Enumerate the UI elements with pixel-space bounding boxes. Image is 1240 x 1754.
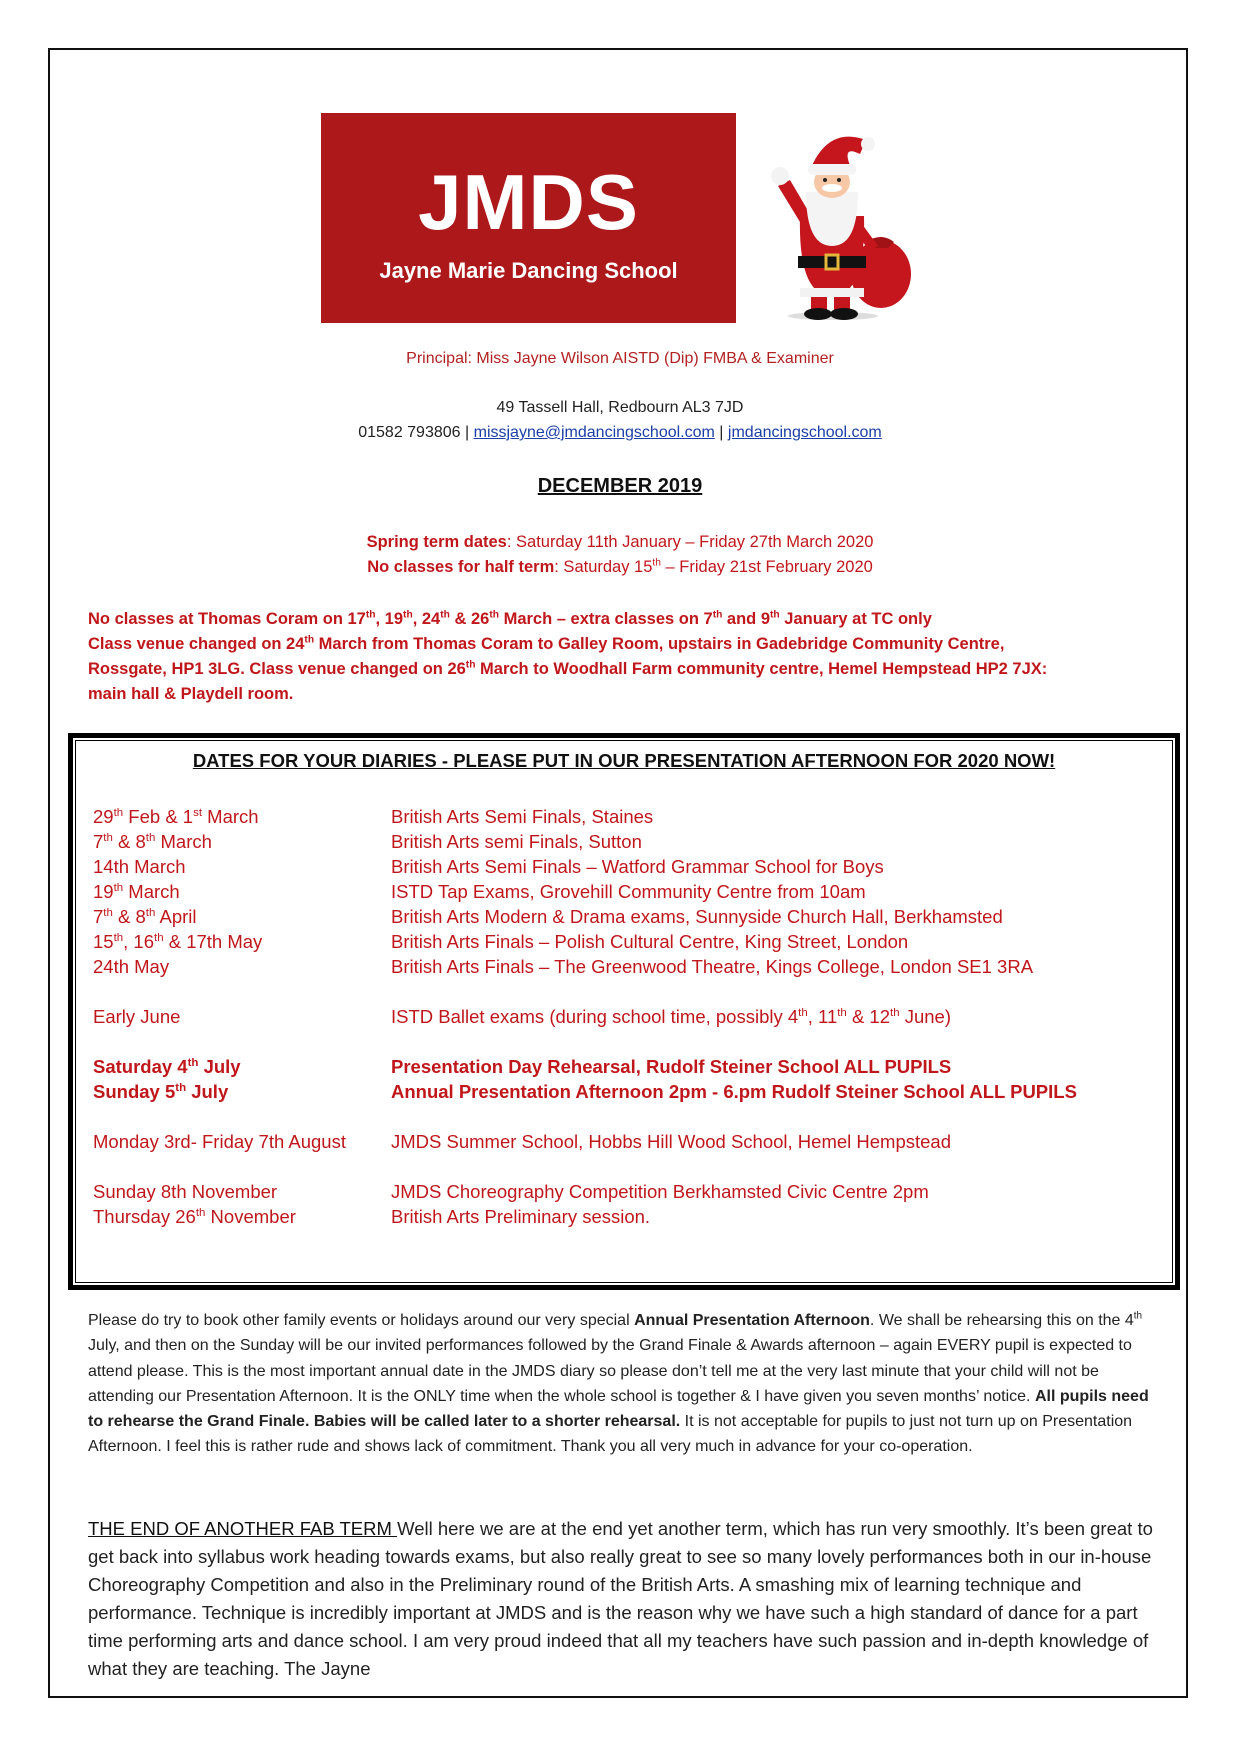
notice-line: No classes at Thomas Coram on 17th, 19th, 24th & 26th March – extra classes on 7th and 9th January at TC only — [88, 609, 932, 628]
diary-event: JMDS Choreography Competition Berkhamsted Civic Centre 2pm — [391, 1181, 929, 1202]
section-heading: THE END OF ANOTHER FAB TERM — [88, 1518, 398, 1539]
notice-line: Rossgate, HP1 3LG. Class venue changed on 26th March to Woodhall Farm community centre, Hemel Hempstead HP2 7JX: — [88, 659, 1048, 678]
halfterm-text-end: – Friday 21st February 2020 — [660, 558, 873, 576]
diary-date: Thursday 26th November — [93, 1206, 296, 1227]
halfterm-label: No classes for half term — [367, 558, 555, 576]
diary-date: 19th March — [93, 881, 180, 902]
spring-term-dates — [0, 533, 1240, 552]
spring-label: Spring term dates — [366, 533, 507, 551]
email-link[interactable]: missjayne@jmdancingschool.com — [473, 424, 715, 441]
jmds-logo — [321, 113, 736, 323]
diary-event: British Arts Finals – Polish Cultural Centre, King Street, London — [391, 931, 909, 952]
diary-date: 7th & 8th April — [93, 906, 197, 927]
diary-event: Presentation Day Rehearsal, Rudolf Steiner School ALL PUPILS — [391, 1056, 952, 1077]
diary-date: 14th March — [93, 856, 186, 877]
diary-date: Sunday 8th November — [93, 1181, 278, 1202]
diary-date: Saturday 4th July — [93, 1056, 241, 1077]
phone: 01582 793806 — [358, 424, 461, 441]
notice-line: main hall & Playdell room. — [88, 685, 294, 703]
spring-text: : Saturday 11th January – Friday 27th March 2020 — [506, 533, 874, 551]
diary-event: British Arts semi Finals, Sutton — [391, 831, 642, 852]
section-text: Well here we are at the end yet another term, which has run very smoothly. It’s been great to get back into syllabus work heading towards exams, but also really great to see so many lovely performances both in our in-house Choreography Competition and also in the Preliminary round of the British Arts. A smashing mix of learning technique and performance. Technique is incredibly important at JMDS and is the reason why we have such a high standard of dance for a part time performing arts and dance school. I am very proud indeed that all my teachers have such passion and in-depth knowledge of what they are teaching. The Jayne — [88, 1518, 1153, 1679]
diary-event: JMDS Summer School, Hobbs Hill Wood School, Hemel Hempstead — [391, 1131, 952, 1152]
santa-icon — [748, 96, 926, 322]
diary-event: British Arts Modern & Drama exams, Sunnyside Church Hall, Berkhamsted — [391, 906, 1003, 927]
diary-date: 24th May — [93, 956, 170, 977]
diary-date: Sunday 5th July — [93, 1081, 229, 1102]
website-link[interactable]: jmdancingschool.com — [727, 424, 882, 441]
diary-date: Early June — [93, 1006, 181, 1027]
diary-title: DATES FOR YOUR DIARIES - PLEASE PUT IN OUR PRESENTATION AFTERNOON FOR 2020 NOW! — [192, 750, 1056, 771]
diary-event: ISTD Tap Exams, Grovehill Community Centre from 10am — [391, 881, 866, 902]
diary-date: 15th, 16th & 17th May — [93, 931, 263, 952]
principal-line: Principal: Miss Jayne Wilson AISTD (Dip) FMBA & Examiner — [406, 350, 834, 367]
newsletter-month: DECEMBER 2019 — [537, 475, 703, 497]
logo-subtitle: Jayne Marie Dancing School — [379, 258, 678, 283]
logo-title: JMDS — [418, 158, 639, 246]
diary-event: British Arts Semi Finals – Watford Grammar School for Boys — [391, 856, 884, 877]
diary-date: 7th & 8th March — [93, 831, 212, 852]
half-term-dates — [0, 558, 1240, 577]
end-of-term-paragraph — [88, 1515, 1168, 1683]
separator: | — [719, 424, 724, 441]
halfterm-text: : Saturday 15 — [554, 558, 653, 576]
diary-event: British Arts Finals – The Greenwood Theatre, Kings College, London SE1 3RA — [391, 956, 1034, 977]
notice-line: Class venue changed on 24th March from Thomas Coram to Galley Room, upstairs in Gadebridge Community Centre, — [88, 634, 1005, 653]
diary-dates-box — [68, 733, 1180, 1290]
diary-event: British Arts Semi Finals, Staines — [391, 806, 654, 827]
contact-line — [0, 424, 1240, 442]
diary-date: Monday 3rd- Friday 7th August — [93, 1131, 346, 1152]
halfterm-sup: th — [652, 557, 661, 569]
presentation-paragraph: Please do try to book other family events or holidays around our very special Annual Presentation Afternoon. We shall be rehearsing this on the 4th July, and then on the Sunday will be our invited performances followed by the Grand Finale & Awards afternoon – again EVERY pupil is expected to attend please. This is the most important annual date in the JMDS diary so please don’t tell me at the very last minute that your child will not be attending our Presentation Afternoon. It is the ONLY time when the whole school is together & I have given you seven months’ notice. All pupils need to rehearse the Grand Finale. Babies will be called later to a shorter rehearsal. It is not acceptable for pupils to just not turn up on Presentation Afternoon. I feel this is rather rude and shows lack of commitment. Thank you all very much in advance for your co-operation. — [88, 1310, 1149, 1456]
separator: | — [465, 424, 470, 441]
class-changes-notice — [88, 607, 1168, 707]
diary-event: British Arts Preliminary session. — [391, 1206, 651, 1227]
diary-event: ISTD Ballet exams (during school time, possibly 4th, 11th & 12th June) — [391, 1006, 952, 1027]
diary-date: 29th Feb & 1st March — [93, 806, 259, 827]
address: 49 Tassell Hall, Redbourn AL3 7JD — [496, 399, 744, 416]
diary-event: Annual Presentation Afternoon 2pm - 6.pm Rudolf Steiner School ALL PUPILS — [391, 1081, 1077, 1102]
